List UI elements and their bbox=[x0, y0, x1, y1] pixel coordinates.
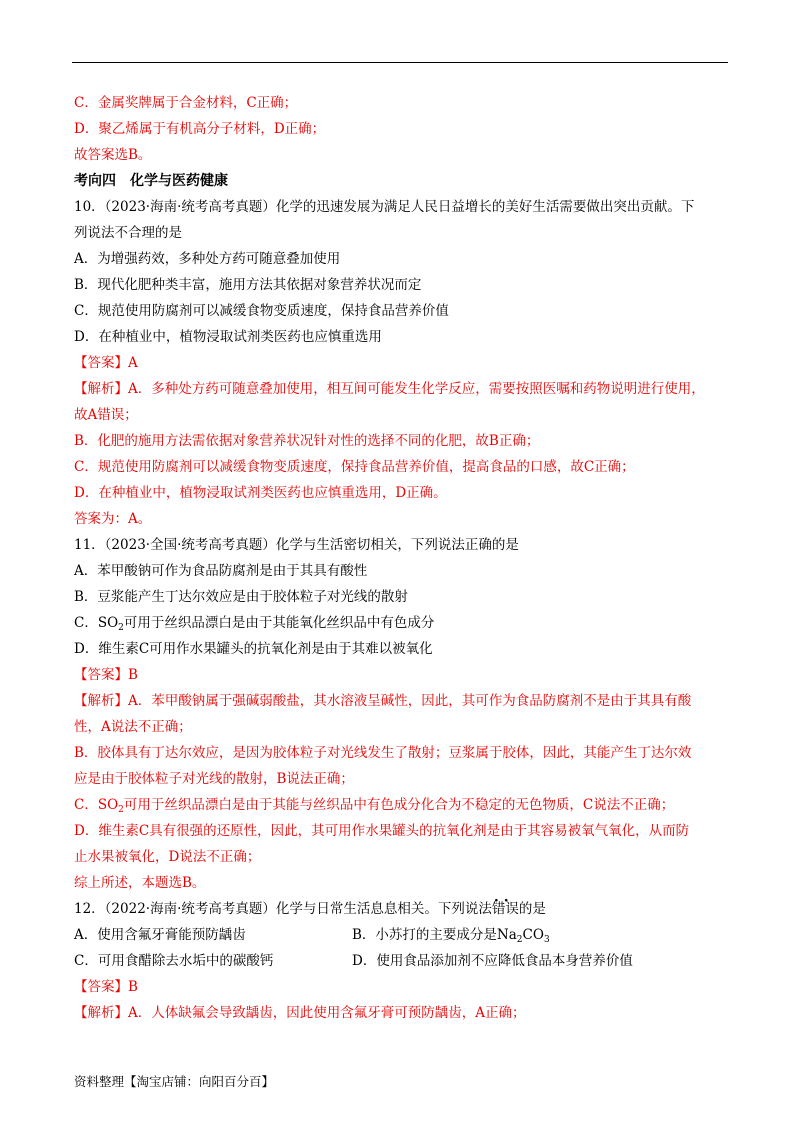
q12-explanation-a: 【解析】A．人体缺氟会导致龋齿，因此使用含氟牙膏可预防龋齿，A正确； bbox=[74, 1005, 526, 1021]
q10-stem-cont: 列说法不合理的是 bbox=[74, 225, 182, 241]
page-footer: 资料整理【淘宝店铺：向阳百分百】 bbox=[74, 1074, 275, 1089]
q12-answer: 【答案】B bbox=[74, 979, 138, 995]
q10-explanation-b: B．化肥的施用方法需依据对象营养状况针对性的选择不同的化肥，故B正确； bbox=[74, 433, 540, 449]
q10-option-d: D．在种植业中，植物浸取试剂类医药也应慎重选用 bbox=[74, 329, 382, 345]
q12-option-d: D．使用食品添加剂不应降低食品本身营养价值 bbox=[352, 953, 633, 969]
q12-option-c: C．可用食醋除去水垢中的碳酸钙 bbox=[74, 953, 274, 969]
so2-formula: $SO_2$ bbox=[97, 797, 124, 815]
q11-option-a: A．苯甲酸钠可作为食品防腐剂是由于其具有酸性 bbox=[74, 563, 368, 579]
q10-explanation-a-cont: 故A错误； bbox=[74, 407, 138, 423]
q11-option-c-text: 可用于丝织品漂白是由于其能氧化丝织品中有色成分 bbox=[123, 615, 435, 631]
q11-option-b: B．豆浆能产生丁达尔效应是由于胶体粒子对光线的散射 bbox=[74, 589, 408, 605]
prev-option-c: C．金属奖牌属于合金材料，C正确； bbox=[74, 95, 298, 111]
q10-option-a: A．为增强药效，多种处方药可随意叠加使用 bbox=[74, 251, 341, 267]
emphasis-dots: ·· 错误 bbox=[492, 901, 519, 917]
q10-option-c: C．规范使用防腐剂可以减缓食物变质速度，保持食品营养价值 bbox=[74, 303, 449, 319]
q12-stem: 12．（2022·海南·统考高考真题）化学与日常生活息息相关。下列说法·· 错误的是 bbox=[74, 896, 734, 922]
q12-option-a: A．使用含氟牙膏能预防龋齿 bbox=[74, 927, 246, 943]
q10-explanation-d: D．在种植业中，植物浸取试剂类医药也应慎重选用，D正确。 bbox=[74, 485, 447, 501]
prev-option-d: D．聚乙烯属于有机高分子材料，D正确； bbox=[74, 121, 326, 137]
q10-final: 答案为：A。 bbox=[74, 511, 152, 527]
q11-explanation-a: 【解析】A．苯甲酸钠属于强碱弱酸盐，其水溶液呈碱性，因此，其可作为食品防腐剂不是由于其具有酸 bbox=[74, 693, 692, 709]
q11-explanation-d-cont: 止水果被氧化，D说法不正确； bbox=[74, 849, 261, 865]
q11-explanation-c: C．$SO_2$可用于丝织品漂白是由于其能与丝织品中有色成分化合为不稳定的无色物质，C说法不正确； bbox=[74, 797, 675, 815]
q11-option-c-prefix: C． bbox=[74, 615, 98, 631]
so2-formula: $SO_2$ bbox=[97, 615, 124, 633]
q10-explanation-c: C．规范使用防腐剂可以减缓食物变质速度，保持食品营养价值，提高食品的口感，故C正确； bbox=[74, 459, 635, 475]
q11-explanation-a-cont: 性，A说法不正确； bbox=[74, 719, 192, 735]
q10-option-b: B．现代化肥种类丰富，施用方法其依据对象营养状况而定 bbox=[74, 277, 422, 293]
q11-stem: 11．（2023·全国·统考高考真题）化学与生活密切相关，下列说法正确的是 bbox=[74, 537, 519, 553]
prev-conclusion: 故答案选B。 bbox=[74, 147, 152, 163]
na2co3-formula: $Na_2CO_3$ bbox=[496, 927, 550, 945]
q10-stem: 10．（2023·海南·统考高考真题）化学的迅速发展为满足人民日益增长的美好生活需要做出突出贡献。下 bbox=[74, 199, 695, 215]
q12-option-b: B．小苏打的主要成分是$Na_2CO_3$ bbox=[352, 927, 550, 945]
q11-final: 综上所述，本题选B。 bbox=[74, 875, 206, 891]
q11-answer: 【答案】B bbox=[74, 667, 138, 683]
q10-answer: 【答案】A bbox=[74, 355, 138, 371]
q11-explanation-b-cont: 应是由于胶体粒子对光线的散射，B说法正确； bbox=[74, 771, 354, 787]
q11-option-d: D．维生素C可用作水果罐头的抗氧化剂是由于其难以被氧化 bbox=[74, 641, 433, 657]
q12-options-row-2 bbox=[74, 948, 734, 974]
q11-option-c bbox=[74, 610, 734, 636]
q11-explanation-d: D．维生素C具有很强的还原性，因此，其可用作水果罐头的抗氧化剂是由于其容易被氧气氧化，从而防 bbox=[74, 823, 690, 839]
document-body bbox=[74, 90, 734, 1026]
q10-explanation-a: 【解析】A．多种处方药可随意叠加使用，相互间可能发生化学反应，需要按照医嘱和药物说明进行使用， bbox=[74, 381, 705, 397]
header-rule bbox=[72, 62, 728, 63]
section-title: 考向四 化学与医药健康 bbox=[74, 173, 228, 189]
q11-explanation-b: B．胶体具有丁达尔效应，是因为胶体粒子对光线发生了散射；豆浆属于胶体，因此，其能产生丁达尔效 bbox=[74, 745, 692, 761]
q12-options-row-1 bbox=[74, 922, 734, 948]
